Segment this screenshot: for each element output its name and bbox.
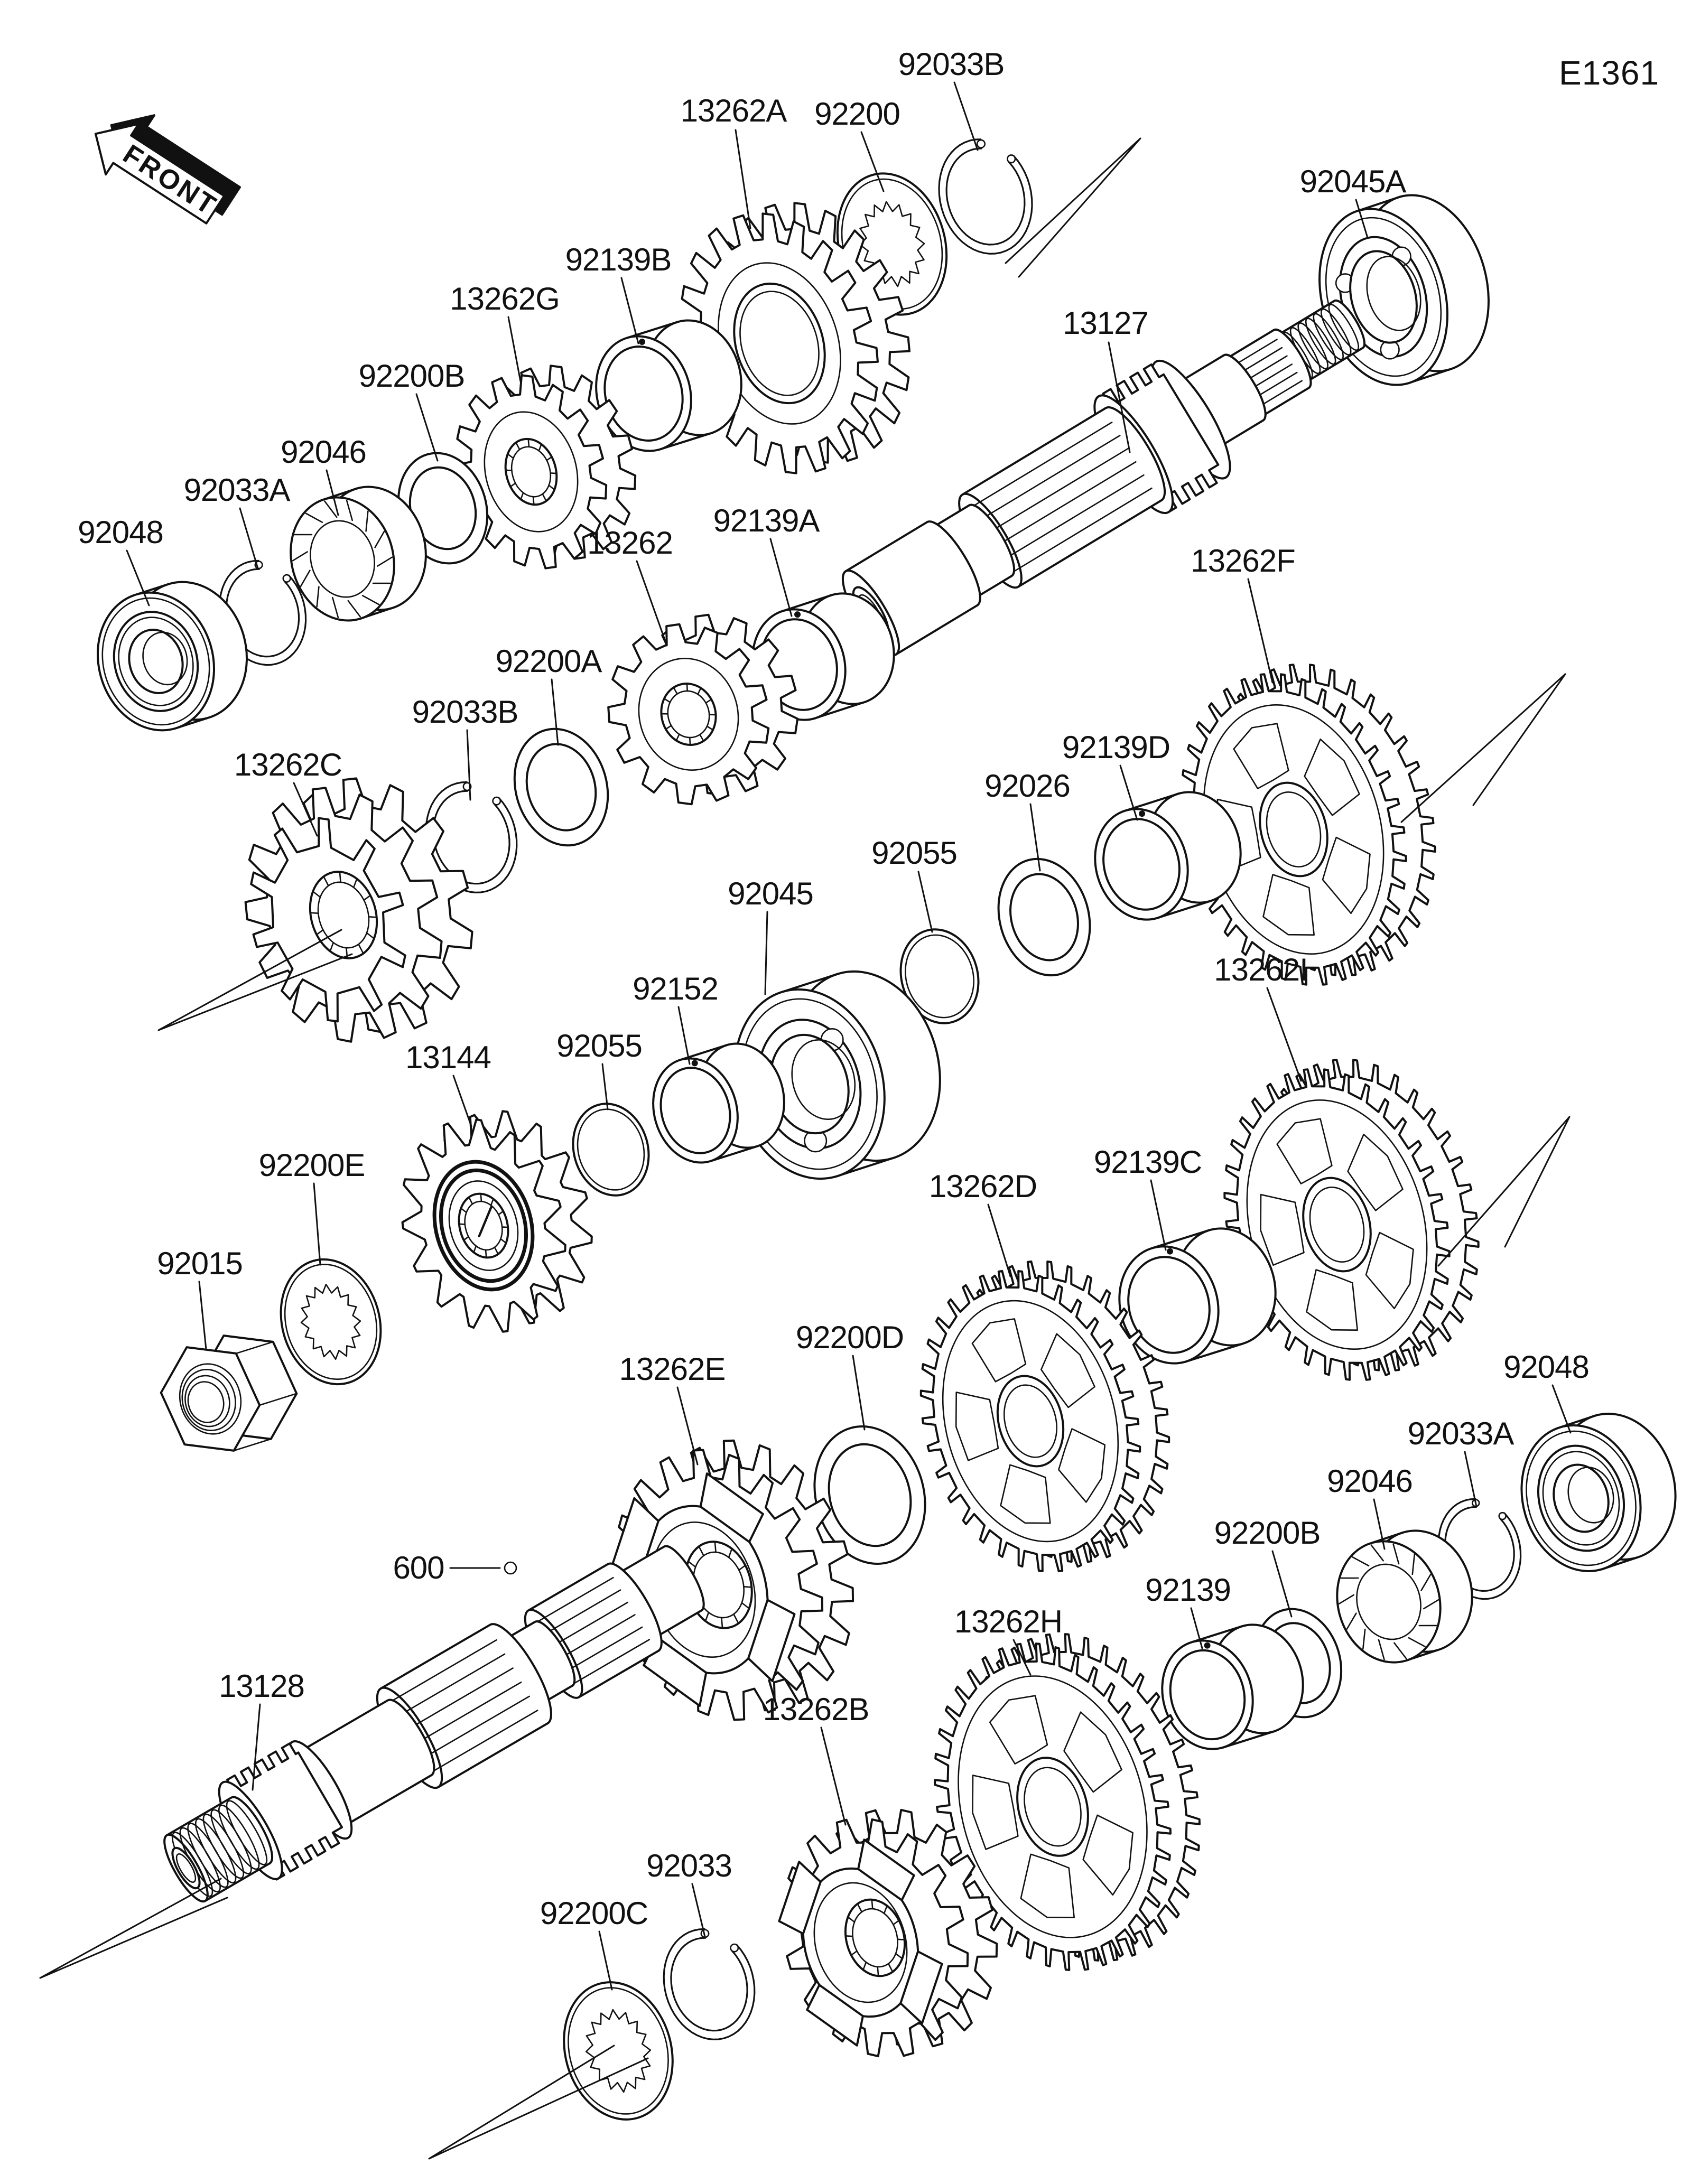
part-label-13262C: 13262C <box>234 747 342 782</box>
part-600 <box>393 1550 516 1585</box>
page-code-label: E1361 <box>1559 54 1660 92</box>
leader-13262G <box>508 317 521 381</box>
part-label-92033: 92033 <box>646 1848 732 1883</box>
part-label-92139: 92139 <box>1145 1572 1231 1608</box>
part-label-92200B-top: 92200B <box>358 358 465 394</box>
part-label-92045: 92045 <box>728 876 813 911</box>
part-label-92200E: 92200E <box>258 1147 365 1183</box>
part-13144 <box>403 1111 592 1332</box>
part-label-13262A: 13262A <box>680 93 787 128</box>
part-92055-b <box>562 1095 659 1205</box>
part-92046-bot <box>1323 1518 1486 1675</box>
part-label-92033A-bot: 92033A <box>1407 1416 1514 1451</box>
part-13262C <box>246 778 472 1041</box>
part-92048-bot <box>1505 1399 1691 1585</box>
part-label-92048-top: 92048 <box>78 515 163 550</box>
part-92033 <box>664 1929 755 2040</box>
part-label-92139C: 92139C <box>1093 1144 1202 1180</box>
part-label-92033A-top: 92033A <box>183 472 290 508</box>
leader-92055-a <box>918 872 932 932</box>
leader-13262F <box>1248 579 1272 683</box>
leader-13262 <box>637 561 667 646</box>
part-92048-top <box>82 568 263 744</box>
leader-92033B-top <box>954 82 978 150</box>
part-label-92048-bot: 92048 <box>1503 1349 1589 1385</box>
leader-92139C <box>1151 1180 1166 1250</box>
leader-13262D <box>988 1205 1010 1276</box>
axis-arrow-1 <box>1401 674 1565 822</box>
leader-92015 <box>199 1282 206 1349</box>
part-label-13144: 13144 <box>405 1040 491 1075</box>
part-label-13128: 13128 <box>219 1668 304 1704</box>
part-label-92152: 92152 <box>633 971 718 1006</box>
part-label-13262I: 13262I <box>1214 952 1308 987</box>
leader-92200D <box>853 1356 865 1430</box>
leader-92200B-top <box>416 394 438 461</box>
part-label-92055-b: 92055 <box>556 1028 642 1063</box>
leader-92033A-top <box>240 508 258 568</box>
leader-13262B <box>821 1728 846 1825</box>
leader-13144 <box>453 1076 471 1126</box>
part-label-92139D: 92139D <box>1062 730 1170 765</box>
part-label-92055-a: 92055 <box>871 835 957 871</box>
front-arrow-label: FRONT <box>117 138 223 222</box>
leader-92045 <box>765 912 767 994</box>
leader-92200C <box>599 1931 612 1990</box>
part-label-92200C: 92200C <box>540 1896 648 1931</box>
part-label-92046-bot: 92046 <box>1327 1463 1413 1499</box>
leader-92152 <box>679 1007 690 1064</box>
part-label-92045A: 92045A <box>1299 164 1406 199</box>
part-label-92139A: 92139A <box>713 503 820 538</box>
part-92015 <box>161 1336 297 1451</box>
leader-13262I <box>1267 988 1301 1081</box>
part-label-92046-top: 92046 <box>281 434 366 470</box>
part-label-92200B-bot: 92200B <box>1214 1515 1321 1551</box>
leader-92200B-bot <box>1272 1551 1292 1617</box>
part-label-13262F: 13262F <box>1191 543 1295 578</box>
leader-92048-bot <box>1553 1385 1571 1433</box>
part-label-92200D: 92200D <box>795 1320 904 1355</box>
leader-13262A <box>736 130 750 228</box>
part-label-92200: 92200 <box>814 96 900 132</box>
part-92200A <box>501 718 621 857</box>
part-label-92015: 92015 <box>157 1246 243 1281</box>
part-label-13262H: 13262H <box>954 1604 1063 1639</box>
part-label-92139B: 92139B <box>565 242 672 277</box>
part-label-92026: 92026 <box>984 768 1070 804</box>
part-label-13127: 13127 <box>1063 305 1148 341</box>
leader-92055-b <box>602 1064 608 1109</box>
part-label-13262B: 13262B <box>763 1692 869 1727</box>
part-label-13262D: 13262D <box>928 1169 1037 1204</box>
part-label-600: 600 <box>393 1550 444 1585</box>
part-label-13262E: 13262E <box>619 1351 726 1387</box>
leader-92200E <box>314 1183 320 1265</box>
part-92033B-top <box>939 139 1032 254</box>
leader-92139B <box>621 278 638 343</box>
part-label-92033B-mid: 92033B <box>412 694 518 730</box>
part-label-92033B-top: 92033B <box>898 46 1005 82</box>
leader-13262E <box>677 1387 698 1464</box>
part-92026 <box>985 848 1103 986</box>
leader-92139A <box>770 539 792 616</box>
part-label-92200A: 92200A <box>495 643 602 679</box>
part-13262 <box>608 615 797 805</box>
part-label-13262G: 13262G <box>450 281 560 316</box>
part-label-13262: 13262 <box>587 525 673 561</box>
front-arrow <box>80 94 248 239</box>
